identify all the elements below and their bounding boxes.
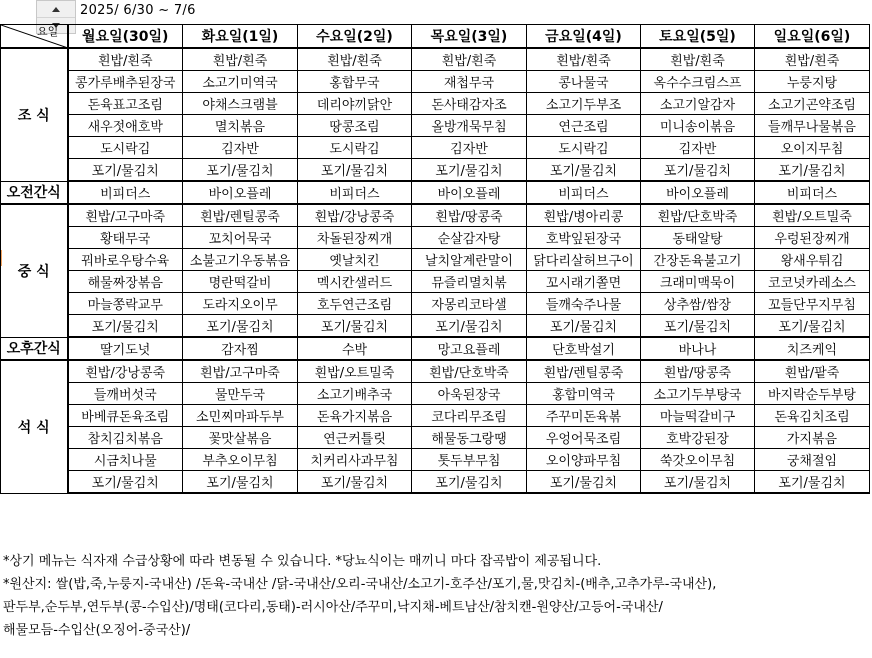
menu-cell: 포기/물김치: [641, 159, 755, 182]
menu-cell: 간장돈육불고기: [641, 249, 755, 271]
menu-cell: 흰밥/렌틸콩죽: [183, 204, 298, 227]
menu-cell: 바지락순두부탕: [755, 383, 870, 405]
menu-cell: 포기/물김치: [298, 159, 412, 182]
menu-cell: 닭다리살허브구이: [527, 249, 641, 271]
menu-cell: 소고기미역국: [183, 71, 298, 93]
corner-cell: [1, 25, 68, 49]
breakfast-row: [1, 137, 870, 159]
menu-cell: 흰밥/흰죽: [641, 48, 755, 71]
menu-cell: 흰밥/땅콩죽: [641, 360, 755, 383]
menu-cell: 자몽리코타샐: [412, 293, 527, 315]
menu-cell: 포기/물김치: [412, 159, 527, 182]
note-line: *상기 메뉴는 식자재 수급상황에 따라 변동될 수 있습니다. *당뇨식이는 매끼니 마다 잡곡밥이 제공됩니다.: [3, 554, 602, 569]
menu-cell: 아욱된장국: [412, 383, 527, 405]
menu-cell: 홍합미역국: [527, 383, 641, 405]
menu-cell: 호두연근조림: [298, 293, 412, 315]
menu-cell: 꼬시래기쫄면: [527, 271, 641, 293]
menu-cell: 명란떡갈비: [183, 271, 298, 293]
snack-cell: 딸기도넛: [68, 337, 183, 360]
menu-cell: 흰밥/흰죽: [527, 48, 641, 71]
menu-cell: 들깨버섯국: [68, 383, 183, 405]
menu-cell: 흰밥/땅콩죽: [412, 204, 527, 227]
date-range: 2025/ 6/30 ~ 7/6: [80, 3, 196, 18]
meal-table: [0, 24, 870, 494]
menu-cell: 날치알계란말이: [412, 249, 527, 271]
menu-cell: 포기/물김치: [412, 315, 527, 338]
pm-snack-label: 오후간식: [1, 337, 68, 360]
menu-cell: 소고기곤약조림: [755, 93, 870, 115]
menu-cell: 뮤즐리멸치볶: [412, 271, 527, 293]
menu-cell: 돈육김치조림: [755, 405, 870, 427]
day-header: 화요일(1일): [183, 25, 298, 49]
menu-cell: 가지볶음: [755, 427, 870, 449]
menu-cell: 흰밥/흰죽: [298, 48, 412, 71]
dinner-label: 석 식: [1, 360, 68, 493]
menu-cell: 참치김치볶음: [68, 427, 183, 449]
menu-cell: 포기/물김치: [527, 315, 641, 338]
breakfast-row: [1, 159, 870, 182]
pm-snack-row: [1, 337, 870, 360]
day-header: 수요일(2일): [298, 25, 412, 49]
menu-cell: 들깨숙주나물: [527, 293, 641, 315]
menu-cell: 돈육표고조림: [68, 93, 183, 115]
menu-cell: 포기/물김치: [183, 159, 298, 182]
menu-cell: 포기/물김치: [68, 315, 183, 338]
menu-cell: 꼬치어묵국: [183, 227, 298, 249]
menu-cell: 흰밥/오트밀죽: [298, 360, 412, 383]
menu-cell: 마늘떡갈비구: [641, 405, 755, 427]
dinner-row: [1, 449, 870, 471]
menu-cell: 황태무국: [68, 227, 183, 249]
menu-cell: 톳두부무침: [412, 449, 527, 471]
menu-cell: 올방개묵무침: [412, 115, 527, 137]
menu-cell: 포기/물김치: [298, 471, 412, 494]
snack-cell: 바이오플레: [412, 181, 527, 204]
note-line: *원산지: 쌀(밥,죽,누룽지-국내산) /돈육-국내산 /닭-국내산/오리-국내산/소고기-호주산/포기,물,맛김치-(배추,고추가루-국내산),: [3, 577, 717, 592]
menu-cell: 상추쌈/쌈장: [641, 293, 755, 315]
menu-cell: 흰밥/고구마죽: [68, 204, 183, 227]
day-header: 토요일(5일): [641, 25, 755, 49]
menu-cell: 포기/물김치: [641, 315, 755, 338]
menu-cell: 주꾸미돈육볶: [527, 405, 641, 427]
menu-cell: 왕새우튀김: [755, 249, 870, 271]
menu-cell: 우엉어묵조림: [527, 427, 641, 449]
menu-cell: 흰밥/오트밀죽: [755, 204, 870, 227]
menu-cell: 소고기두부조: [527, 93, 641, 115]
snack-cell: 바이오플레: [183, 181, 298, 204]
menu-cell: 바베큐돈육조림: [68, 405, 183, 427]
menu-cell: 꽃맛살볶음: [183, 427, 298, 449]
menu-cell: 오이양파무침: [527, 449, 641, 471]
menu-cell: 흰밥/렌틸콩죽: [527, 360, 641, 383]
menu-cell: 동태알탕: [641, 227, 755, 249]
menu-cell: 흰밥/흰죽: [68, 48, 183, 71]
menu-cell: 돈사태감자조: [412, 93, 527, 115]
menu-cell: 콩가루배추된장국: [68, 71, 183, 93]
lunch-label: 중 식: [1, 204, 68, 337]
menu-cell: 야채스크램블: [183, 93, 298, 115]
lunch-row: [1, 271, 870, 293]
menu-cell: 멸치볶음: [183, 115, 298, 137]
menu-cell: 포기/물김치: [68, 471, 183, 494]
menu-cell: 꼬들단무지무침: [755, 293, 870, 315]
menu-cell: 소고기배추국: [298, 383, 412, 405]
menu-cell: 흰밥/단호박죽: [641, 204, 755, 227]
menu-cell: 새우젓애호박: [68, 115, 183, 137]
menu-cell: 포기/물김치: [412, 471, 527, 494]
lunch-row: [1, 204, 870, 227]
dinner-row: [1, 405, 870, 427]
menu-cell: 멕시칸샐러드: [298, 271, 412, 293]
dinner-row: [1, 383, 870, 405]
breakfast-row: [1, 48, 870, 71]
snack-cell: 수박: [298, 337, 412, 360]
header-row: [1, 25, 870, 49]
menu-cell: 김자반: [412, 137, 527, 159]
menu-cell: 흰밥/고구마죽: [183, 360, 298, 383]
menu-cell: 시금치나물: [68, 449, 183, 471]
menu-cell: 호박잎된장국: [527, 227, 641, 249]
menu-cell: 땅콩조림: [298, 115, 412, 137]
am-snack-row: [1, 181, 870, 204]
menu-cell: 코코넛카레소스: [755, 271, 870, 293]
arrow-up-icon: [52, 7, 60, 12]
menu-cell: 도시락김: [527, 137, 641, 159]
menu-cell: 미니송이볶음: [641, 115, 755, 137]
menu-cell: 콩나물국: [527, 71, 641, 93]
menu-cell: 옛날치킨: [298, 249, 412, 271]
menu-cell: 도시락김: [298, 137, 412, 159]
day-header: 월요일(30일): [68, 25, 183, 49]
menu-cell: 포기/물김치: [755, 315, 870, 338]
menu-cell: 호박강된장: [641, 427, 755, 449]
lunch-row: [1, 293, 870, 315]
menu-cell: 돈육가지볶음: [298, 405, 412, 427]
menu-cell: 소불고기우동볶음: [183, 249, 298, 271]
snack-cell: 비피더스: [527, 181, 641, 204]
menu-cell: 도시락김: [68, 137, 183, 159]
menu-cell: 흰밥/병아리콩: [527, 204, 641, 227]
menu-cell: 흰밥/흰죽: [755, 48, 870, 71]
menu-cell: 포기/물김치: [755, 471, 870, 494]
dinner-row: [1, 471, 870, 494]
snack-cell: 치즈케익: [755, 337, 870, 360]
am-snack-label: 오전간식: [1, 181, 68, 204]
menu-cell: 부추오이무침: [183, 449, 298, 471]
menu-cell: 재첩무국: [412, 71, 527, 93]
dinner-row: [1, 427, 870, 449]
menu-cell: 쑥갓오이무침: [641, 449, 755, 471]
breakfast-row: [1, 115, 870, 137]
menu-cell: 꿔바로우탕수육: [68, 249, 183, 271]
menu-cell: 오이지무침: [755, 137, 870, 159]
menu-cell: 포기/물김치: [527, 159, 641, 182]
menu-cell: 도라지오이무: [183, 293, 298, 315]
menu-cell: 궁채절임: [755, 449, 870, 471]
snack-cell: 망고요플레: [412, 337, 527, 360]
menu-cell: 흰밥/단호박죽: [412, 360, 527, 383]
menu-cell: 치커리사과무침: [298, 449, 412, 471]
menu-cell: 데리야끼닭안: [298, 93, 412, 115]
day-header: 목요일(3일): [412, 25, 527, 49]
notes: [3, 550, 716, 642]
menu-cell: 흰밥/흰죽: [412, 48, 527, 71]
snack-cell: 비피더스: [298, 181, 412, 204]
menu-cell: 김자반: [641, 137, 755, 159]
note-line: 판두부,순두부,연두부(콩-수입산)/명태(코다리,동태)-러시아산/주꾸미,낙지채-베트남산/참치캔-원양산/고등어-국내산/: [3, 600, 663, 615]
menu-cell: 소고기알감자: [641, 93, 755, 115]
menu-cell: 해물동그랑땡: [412, 427, 527, 449]
lunch-row: [1, 315, 870, 338]
menu-cell: 포기/물김치: [183, 315, 298, 338]
menu-cell: 누룽지탕: [755, 71, 870, 93]
menu-cell: 차돌된장찌개: [298, 227, 412, 249]
menu-cell: 물만두국: [183, 383, 298, 405]
menu-cell: 포기/물김치: [641, 471, 755, 494]
snack-cell: 바이오플레: [641, 181, 755, 204]
spin-up-button[interactable]: [37, 1, 75, 18]
menu-cell: 포기/물김치: [68, 159, 183, 182]
menu-cell: 흰밥/흰죽: [183, 48, 298, 71]
note-line: 해물모듬-수입산(오징어-중국산)/: [3, 623, 191, 638]
dinner-row: [1, 360, 870, 383]
menu-cell: 흰밥/강낭콩죽: [298, 204, 412, 227]
menu-cell: 소민찌마파두부: [183, 405, 298, 427]
menu-cell: 포기/물김치: [755, 159, 870, 182]
corner-label: 요일: [37, 25, 59, 38]
menu-cell: 흰밥/팥죽: [755, 360, 870, 383]
lunch-row: [1, 227, 870, 249]
menu-cell: 홍합무국: [298, 71, 412, 93]
breakfast-row: [1, 71, 870, 93]
snack-cell: 비피더스: [68, 181, 183, 204]
menu-cell: 연근조림: [527, 115, 641, 137]
menu-cell: 흰밥/강낭콩죽: [68, 360, 183, 383]
day-header: 일요일(6일): [755, 25, 870, 49]
menu-cell: 포기/물김치: [298, 315, 412, 338]
snack-cell: 바나나: [641, 337, 755, 360]
day-header: 금요일(4일): [527, 25, 641, 49]
menu-cell: 코다리무조림: [412, 405, 527, 427]
menu-cell: 소고기두부탕국: [641, 383, 755, 405]
lunch-row: [1, 249, 870, 271]
menu-cell: 옥수수크림스프: [641, 71, 755, 93]
snack-cell: 감자찜: [183, 337, 298, 360]
menu-cell: 연근커틀릿: [298, 427, 412, 449]
menu-cell: 크래미맥묵이: [641, 271, 755, 293]
breakfast-label: 조 식: [1, 48, 68, 181]
menu-cell: 해물짜장볶음: [68, 271, 183, 293]
snack-cell: 단호박설기: [527, 337, 641, 360]
menu-cell: 들깨무나물볶음: [755, 115, 870, 137]
snack-cell: 비피더스: [755, 181, 870, 204]
menu-cell: 우렁된장찌개: [755, 227, 870, 249]
menu-cell: 김자반: [183, 137, 298, 159]
breakfast-row: [1, 93, 870, 115]
menu-cell: 포기/물김치: [183, 471, 298, 494]
menu-cell: 포기/물김치: [527, 471, 641, 494]
menu-cell: 순살감자탕: [412, 227, 527, 249]
menu-cell: 마늘쫑락교무: [68, 293, 183, 315]
